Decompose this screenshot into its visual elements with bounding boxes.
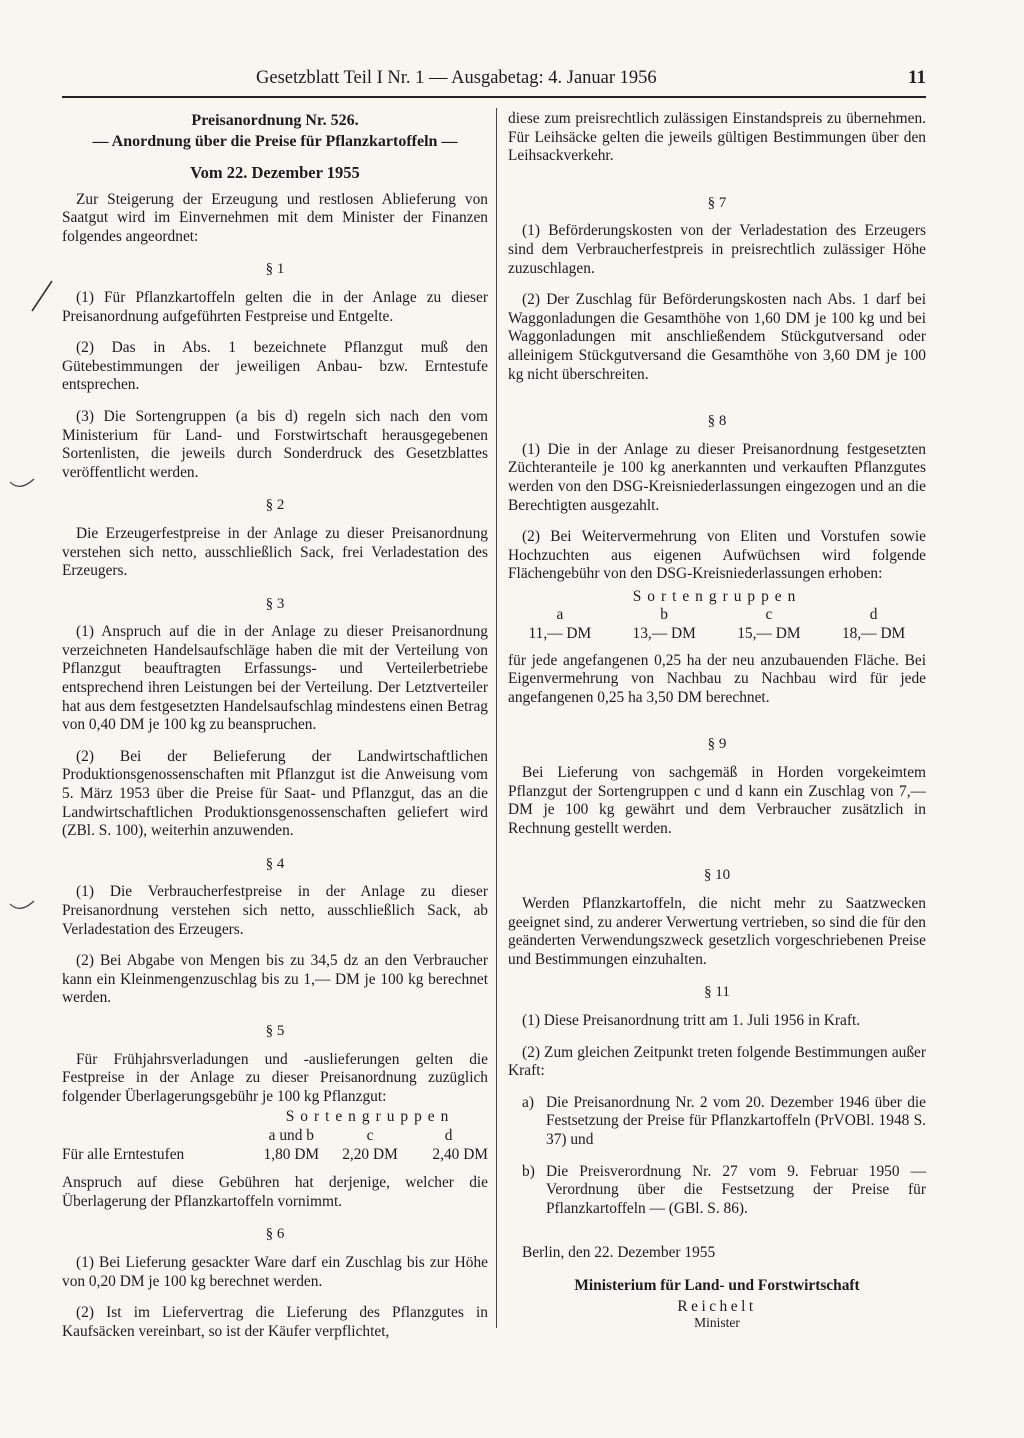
ordinance-number: Preisanordnung Nr. 526. (191, 112, 359, 129)
area-fee-table (508, 588, 926, 644)
section-heading: § 11 (704, 984, 730, 1001)
header-rule (62, 96, 926, 98)
paragraph: (3) Die Sortengruppen (a bis d) regeln sich nach den vom Ministerium für Land- und Forstwirtschaft herausgegebenen Sortenlisten, die jeweils durch Sonderdruck des Gesetzblattes veröffentlicht werden. (62, 407, 488, 481)
issuing-ministry: Ministerium für Land- und Forstwirtschaft (574, 1276, 860, 1294)
table-column-header: c (366, 1126, 374, 1144)
ordinance-date: Vom 22. Dezember 1955 (190, 163, 360, 182)
section-heading: § 2 (265, 497, 285, 514)
paragraph: (2) Das in Abs. 1 bezeichnete Pflanzgut muß den Gütebestimmungen der jeweiligen Anbau- bzw. Erntestufe entsprechen. (62, 339, 488, 394)
paragraph: (1) Beförderungskosten von der Verladestation des Erzeugers sind dem Verbraucherfestpreis in preisrechtlich zulässiger Höhe zuzuschlagen. (508, 222, 926, 277)
list-item (508, 1094, 926, 1150)
page-number: 11 (908, 67, 926, 88)
storage-fee-table (62, 1108, 488, 1164)
paragraph: (1) Bei Lieferung gesackter Ware darf ein Zuschlag bis zur Höhe von 0,20 DM je 100 kg berechnet werden. (62, 1253, 488, 1290)
list-item-label: b) (522, 1162, 535, 1180)
page-header (62, 66, 926, 98)
paragraph: (1) Die Verbraucherfestpreise in der Anlage zu dieser Preisanordnung verstehen sich netto, ausschließlich Sack, ab Verladestation des Erzeugers. (62, 883, 488, 938)
header-title: Gesetzblatt Teil I Nr. 1 — Ausgabetag: 4. Januar 1956 (256, 68, 657, 88)
section-heading: § 7 (707, 194, 727, 211)
table-column-header: a (556, 606, 564, 624)
paragraph: (2) Zum gleichen Zeitpunkt treten folgende Bestimmungen außer Kraft: (508, 1043, 926, 1080)
table-column-header: b (660, 606, 668, 624)
table-column-header: d (869, 606, 878, 624)
table-column-header: d (444, 1126, 453, 1144)
section-heading: § 3 (265, 595, 285, 612)
preamble: Zur Steigerung der Erzeugung und restlosen Ablieferung von Saatgut wird im Einvernehmen mit dem Minister der Finanzen folgendes angeordnet: (62, 190, 488, 245)
pencil-slash-mark (28, 278, 56, 314)
column-divider (496, 108, 497, 1328)
table-row-label: Für alle Erntestufen (62, 1145, 185, 1163)
place-and-date: Berlin, den 22. Dezember 1955 (522, 1244, 716, 1262)
section-heading: § 6 (265, 1226, 285, 1243)
paragraph: (1) Anspruch auf die in der Anlage zu dieser Preisanordnung verzeichneten Handelsaufschläge haben die mit der Verteilung von Pflanzgut beauftragten Erfassungs- und Verteilerbetriebe entsprechend ihren Leistungen bei der Verteilung. Der Letztverteiler hat aus dem festgesetzten Handelsaufschlag mindestens einen Betrag von 0,40 DM je 100 kg zu beanspruchen. (62, 623, 488, 734)
paragraph: (2) Ist im Liefervertrag die Lieferung des Pflanzgutes in Kaufsäcken vereinbart, so ist der Käufer verpflichtet, (62, 1304, 488, 1340)
table-cell: 1,80 DM (263, 1145, 320, 1163)
right-column (508, 110, 926, 1333)
paragraph: (2) Bei Abgabe von Mengen bis zu 34,5 dz an den Verbraucher kann ein Kleinmengenzuschlag bis zu 1,— DM je 100 kg berechnet werden. (62, 952, 488, 1007)
table-column-header: a und b (268, 1126, 314, 1144)
section-heading: § 4 (265, 855, 285, 872)
paragraph: Für Frühjahrsverladungen und -auslieferungen gelten die Festpreise in der Anlage zu dieser Preisanordnung zuzüglich folgender Überlagerungsgebühr je 100 kg Pflanzgut: (62, 1050, 488, 1105)
section-heading: § 9 (707, 736, 727, 753)
list-item-text: Die Preisanordnung Nr. 2 vom 20. Dezember 1946 über die Festsetzung der Preise für Pflanzkartoffeln (PrVOBl. 1948 S. 37) und (546, 1093, 926, 1148)
pencil-hook-mark (8, 476, 38, 496)
table-heading: Sortengruppen (285, 1108, 455, 1126)
paragraph: (1) Diese Preisanordnung tritt am 1. Juli 1956 in Kraft. (522, 1011, 861, 1029)
paragraph: (2) Bei Weitervermehrung von Eliten und Vorstufen sowie Hochzuchten aus eigenen Aufwüchsen wird folgende Flächengebühr von den DSG-Kreisniederlassungen erhoben: (508, 528, 926, 583)
list-item-text: Die Preisverordnung Nr. 27 vom 9. Februar 1950 — Verordnung über die Festsetzung der Preise für Pflanzkartoffeln — (GBl. S. 86). (546, 1162, 926, 1217)
paragraph: Bei Lieferung von sachgemäß in Horden vorgekeimtem Pflanzgut der Sortengruppen c und d kann ein Zuschlag von 7,— DM je 100 kg gewährt und dem Verbraucher zusätzlich in Rechnung gestellt werden. (508, 764, 926, 837)
table-cell: 11,— DM (528, 625, 592, 643)
paragraph: für jede angefangenen 0,25 ha der neu anzubauenden Fläche. Bei Eigenvermehrung von Nachbau zu Nachbau wird für jede angefangenen 0,25 ha 3,50 DM berechnet. (508, 651, 926, 706)
table-cell: 15,— DM (737, 625, 801, 643)
table-cell: 2,40 DM (432, 1145, 488, 1163)
paragraph: Anspruch auf diese Gebühren hat derjenige, welcher die Überlagerung der Pflanzkartoffeln vornimmt. (62, 1174, 488, 1210)
paragraph: (1) Die in der Anlage zu dieser Preisanordnung festgesetzten Züchteranteile je 100 kg anerkannten und verkauften Pflanzgutes werden von den DSG-Kreisniederlassungen eingezogen und an die Berechtigten ausgezahlt. (508, 440, 926, 514)
section-heading: § 5 (265, 1022, 285, 1039)
table-column-header: c (765, 606, 773, 624)
section-heading: § 1 (265, 261, 285, 278)
paragraph: (1) Für Pflanzkartoffeln gelten die in der Anlage zu dieser Preisanordnung aufgeführten Festpreise und Entgelte. (62, 288, 488, 325)
table-cell: 2,20 DM (342, 1145, 398, 1163)
paragraph: (2) Bei der Belieferung der Landwirtschaftlichen Produktionsgenossenschaften mit Pflanzgut ist die Anweisung vom 5. März 1953 über die Preise für Saat- und Pflanzgut, das an die Landwirtschaftlichen Produktionsgenossenschaften geliefert wird (ZBl. S. 100), weiterhin anzuwenden. (62, 747, 488, 840)
section-heading: § 10 (703, 867, 731, 884)
signatory-role: Minister (694, 1315, 740, 1331)
section-heading: § 8 (707, 413, 727, 430)
signatory-name: Reichelt (677, 1297, 757, 1315)
list-item-label: a) (522, 1093, 534, 1111)
paragraph: Die Erzeugerfestpreise in der Anlage zu dieser Preisanordnung verstehen sich netto, ausschließlich Sack, frei Verladestation des Erzeugers. (62, 524, 488, 580)
paragraph: Werden Pflanzkartoffeln, die nicht mehr zu Saatzwecken geeignet sind, zu anderer Verwertung vertrieben, so sind die für den geänderten Verwendungszweck gesetzlich vorgeschriebenen Preise und Bestimmungen einzuhalten. (508, 895, 926, 968)
list-item (508, 1163, 926, 1219)
ordinance-title: — Anordnung über die Preise für Pflanzkartoffeln — (92, 133, 458, 150)
paragraph: (2) Der Zuschlag für Beförderungskosten nach Abs. 1 darf bei Waggonladungen die Gesamthöhe von 1,60 DM je 100 kg und bei Waggonladungen mit anschließendem Stückgutversand oder alleinigem Stückgutversand die Gesamthöhe von 3,60 DM je 100 kg nicht überschreiten. (508, 291, 926, 383)
pencil-hook-mark (8, 898, 38, 918)
left-column (62, 110, 488, 1354)
paragraph: diese zum preisrechtlich zulässigen Einstandspreis zu übernehmen. Für Leihsäcke gelten die jeweils gültigen Bestimmungen über den Leihsackverkehr. (508, 110, 926, 165)
table-cell: 18,— DM (841, 625, 906, 643)
table-heading: Sortengruppen (632, 587, 802, 605)
table-cell: 13,— DM (632, 625, 696, 643)
